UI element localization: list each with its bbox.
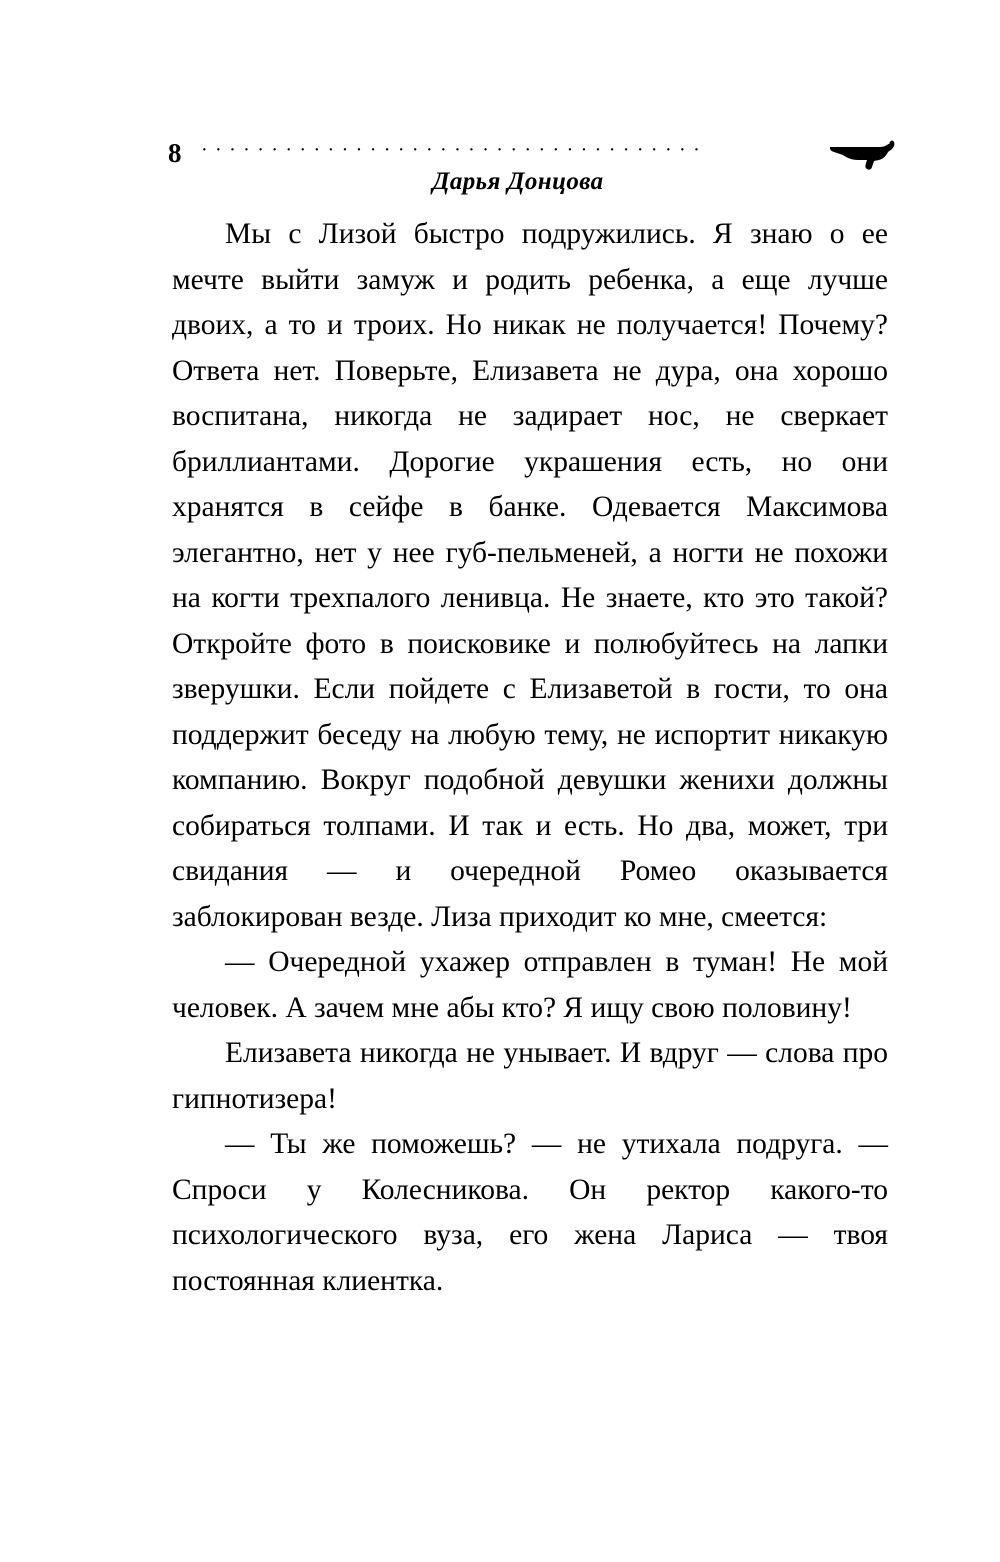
page-header [168,128,890,198]
page-number: 8 [168,138,182,168]
paragraph: — Очередной ухажер отправлен в туман! Не мой человек. А зачем мне абы кто? Я ищу свою половину! [172,946,888,1024]
pistol-icon [828,134,896,170]
page-body [172,212,888,1304]
paragraph: — Ты же поможешь? — не утихала подруга. — Спроси у Колесникова. Он ректор какого-то психологического вуза, его жена Лариса — твоя постоянная клиентка. [172,1128,888,1297]
paragraph: Мы с Лизой быстро подружились. Я знаю о ее мечте выйти замуж и родить ребенка, а еще лучше двоих, а то и троих. Но никак не получается! Почему? Ответа нет. Поверьте, Елизавета не дура, она хорошо воспитана, никогда не задирает нос, не сверкает бриллиантами. Дорогие украшения есть, но они хранятся в сейфе в банке. Одевается Максимова элегантно, нет у нее губ-пельменей, а ногти не похожи на когти трехпалого ленивца. Не знаете, кто это такой? Откройте фото в поисковике и полюбуйтесь на лапки зверушки. Если пойдете с Елизаветой в гости, то она поддержит беседу на любую тему, не испортит никакую компанию. Вокруг подобной девушки женихи должны собираться толпами. И так и есть. Но два, может, три свидания — и очередной Ромео оказывается заблокирован везде. Лиза приходит ко мне, смеется: [172,218,888,933]
author-name: Дарья Донцова [432,168,604,195]
dotted-rule: ···································· [201,139,708,161]
paragraph: Елизавета никогда не унывает. И вдруг — слова про гипнотизера! [172,1037,888,1115]
